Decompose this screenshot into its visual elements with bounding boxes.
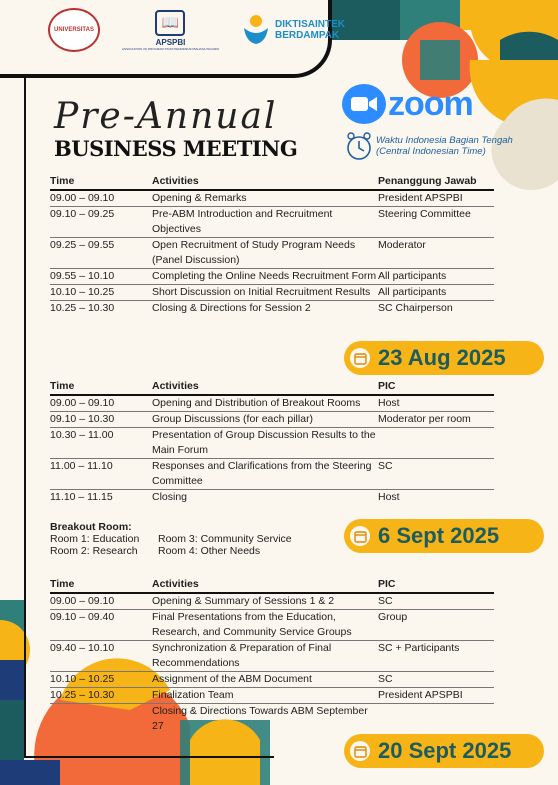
table-row [50,609,494,640]
date-badge-1 [344,341,544,375]
header-activities: Activities [152,578,199,590]
timezone-line2: (Central Indonesian Time) [376,146,486,157]
event-title [50,96,340,162]
book-icon: 📖 [155,10,185,36]
table-row [50,458,494,489]
timezone-line1: Waktu Indonesia Bagian Tengah [376,135,513,146]
university-logo-text: UNIVERSITAS [54,27,94,33]
cell-activity: Completing the Online Needs Recruitment Form [152,270,377,282]
logo-row [48,8,345,52]
title-main: BUSINESS MEETING [54,136,298,161]
cell-time: 10.25 – 10.30 [50,689,115,701]
cell-activity: Presentation of Group Discussion Results to the Main Forum [152,429,376,456]
calendar-icon [350,526,370,546]
table-row [50,396,494,411]
cell-pic: President APSPBI [378,689,463,701]
cell-pic: Steering Committee [378,208,471,220]
session-3-table [50,578,494,734]
video-camera-icon [342,84,386,124]
cell-time: 09.00 – 09.10 [50,595,115,607]
cell-time: 09.40 – 10.10 [50,642,115,654]
cell-time: 10.10 – 10.25 [50,286,115,298]
cell-time [50,704,152,734]
frame-line-bottom [24,756,274,758]
table-row [50,703,494,734]
zoom-wordmark: zoom [388,84,473,123]
table-row [50,687,494,703]
cell-time: 10.10 – 10.25 [50,673,115,685]
cell-pic: SC [378,673,393,685]
cell-time: 09.55 – 10.10 [50,270,115,282]
session-1-table [50,175,494,316]
cell-activity: Responses and Clarifications from the Steering Committee [152,460,372,487]
date-text: 20 Sept 2025 [378,738,512,763]
breakout-title: Breakout Room: [50,521,132,533]
date-text: 23 Aug 2025 [378,345,506,370]
table-row [50,489,494,505]
header-time: Time [50,578,75,590]
breakout-room-info [50,521,308,557]
cell-pic: Host [378,491,400,503]
table-row [50,411,494,427]
dikti-logo [241,14,345,46]
dikti-line2: BERDAMPAK [274,30,340,41]
cell-pic: Host [378,397,400,409]
cell-activity: Opening and Distribution of Breakout Rooms [152,397,361,409]
timezone-note [346,131,513,161]
cell-pic: Moderator [378,239,426,251]
table-row [50,268,494,284]
clock-icon [346,131,372,161]
apspbi-logo [122,10,219,51]
breakout-room: Room 2: Research [50,545,138,557]
table-row [50,640,494,671]
header-pic: Penanggung Jawab [378,175,477,187]
cell-time: 09.25 – 09.55 [50,239,115,251]
table-header [50,175,494,191]
breakout-room: Room 3: Community Service [158,533,292,545]
cell-activity: Closing [152,491,188,503]
cell-activity: Opening & Remarks [152,192,247,204]
header-activities: Activities [152,175,199,187]
cell-pic: Moderator per room [378,413,471,425]
date-badge-2 [344,519,544,553]
cell-pic: All participants [378,270,447,282]
cell-time: 09.10 – 09.40 [50,611,115,623]
table-header [50,578,494,594]
date-text: 6 Sept 2025 [378,523,500,548]
header-activities: Activities [152,380,199,392]
cell-pic: SC Chairperson [378,302,453,314]
cell-pic: SC + Participants [378,642,460,654]
university-logo [48,8,100,52]
cell-activity: Opening & Summary of Sessions 1 & 2 [152,595,335,607]
cell-activity: Assignment of the ABM Document [152,673,312,685]
cell-activity: Closing & Directions Towards ABM September 27 [152,705,368,732]
header-time: Time [50,380,75,392]
table-row [50,206,494,237]
table-row [50,671,494,687]
header-time: Time [50,175,75,187]
session-2-table [50,380,494,505]
cell-pic: SC [378,460,393,472]
date-badge-3 [344,734,544,768]
cell-activity: Finalization Team [152,689,234,701]
cell-activity: Short Discussion on Initial Recruitment Results [152,286,371,298]
cell-time: 10.30 – 11.00 [50,429,114,441]
cell-activity: Final Presentations from the Education, Research, and Community Service Groups [152,611,352,638]
cell-activity: Synchronization & Preparation of Final Recommendations [152,642,332,669]
cell-activity: Open Recruitment of Study Program Needs (Panel Discussion) [152,239,356,266]
cell-activity: Closing & Directions for Session 2 [152,302,311,314]
frame-line-left [24,76,26,756]
table-header [50,380,494,396]
breakout-room: Room 4: Other Needs [158,545,261,557]
table-row [50,237,494,268]
zoom-logo [342,84,473,124]
table-row [50,284,494,300]
cell-time: 11.10 – 11.15 [50,491,113,503]
table-row [50,427,494,458]
header-pic: PIC [378,578,396,590]
cell-activity: Pre-ABM Introduction and Recruitment Objectives [152,208,333,235]
table-row [50,191,494,206]
cell-time: 09.10 – 09.25 [50,208,115,220]
title-script: Pre-Annual [54,96,278,137]
cell-pic [378,428,494,458]
cell-time: 09.00 – 09.10 [50,397,115,409]
calendar-icon [350,741,370,761]
cell-pic: SC [378,595,393,607]
dikti-line1: DIKTISAINTEK [274,19,345,30]
breakout-room: Room 1: Education [50,533,140,545]
cell-time: 10.25 – 10.30 [50,302,115,314]
dikti-mark-icon [241,14,271,46]
table-row [50,594,494,609]
cell-activity: Group Discussions (for each pillar) [152,413,314,425]
cell-time: 11.00 – 11.10 [50,460,113,472]
cell-pic: President APSPBI [378,192,463,204]
header-pic: PIC [378,380,396,392]
table-row [50,300,494,316]
apspbi-sub: ASSOCIATION OF PROGRAM STUDI PENDIDIKAN BAHASA INGGRIS [122,46,219,51]
calendar-icon [350,348,370,368]
cell-pic [378,704,494,734]
apspbi-label: APSPBI [155,37,186,47]
cell-time: 09.00 – 09.10 [50,192,115,204]
cell-time: 09.10 – 10.30 [50,413,115,425]
cell-pic: Group [378,611,408,623]
cell-pic: All participants [378,286,447,298]
